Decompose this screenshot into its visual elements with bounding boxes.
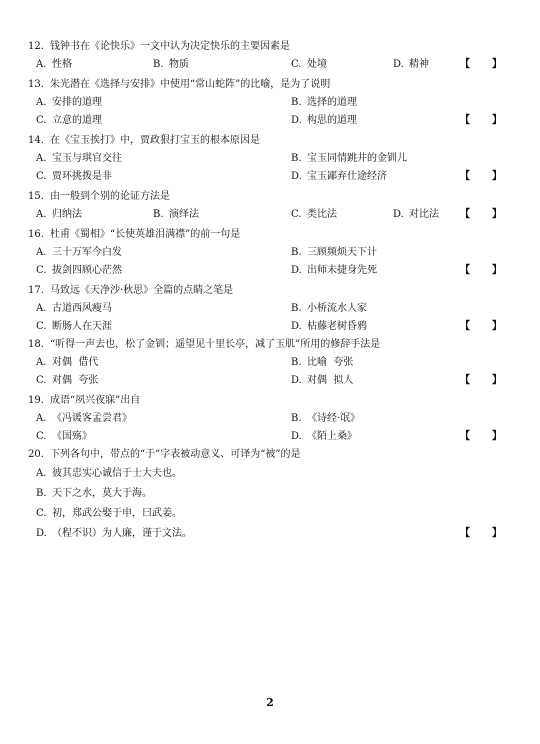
- question-19: [28, 392, 528, 446]
- question-stem: 14. 在《宝玉挨打》中，贾政狠打宝玉的根本原因是: [28, 135, 260, 146]
- option-a: A. 《冯谖客孟尝君》: [36, 413, 132, 424]
- option-c: C. 初，郑武公娶于申，曰武姜。: [36, 508, 182, 519]
- question-stem: 17. 马致远《天净沙·秋思》全篇的点睛之笔是: [28, 285, 234, 296]
- answer-bracket[interactable]: 【 】: [460, 375, 502, 386]
- option-a: A. 对偶 借代: [36, 357, 99, 368]
- answer-bracket[interactable]: 【 】: [460, 171, 502, 182]
- option-c: C. 贾环挑拨是非: [36, 171, 112, 182]
- option-b: B. 《诗经·氓》: [291, 413, 361, 424]
- option-a: A. 归纳法: [36, 209, 82, 220]
- question-stem: 18. “听得一声去也，松了金钏；遥望见十里长亭，减了玉肌”所用的修辞手法是: [28, 339, 381, 350]
- option-a: A. 彼其忠实心诚信于士大夫也。: [36, 468, 182, 479]
- option-c: C. 处境: [291, 59, 327, 70]
- option-b: B. 演绎法: [153, 209, 199, 220]
- question-stem: 20. 下列各句中，带点的“于”字表被动意义、可译为“被”的是: [28, 449, 301, 460]
- option-row: [28, 112, 528, 130]
- page-number: 2: [266, 696, 274, 709]
- question-stem: 12. 钱钟书在《论快乐》一文中认为决定快乐的主要因素是: [28, 41, 290, 52]
- option-b: B. 小桥流水人家: [291, 303, 367, 314]
- option-d: D. （程不识）为人廉，谨于文法。 【 】: [28, 524, 528, 544]
- answer-bracket[interactable]: 【 】: [460, 209, 502, 220]
- option-b: B. 比喻 夸张: [291, 357, 354, 368]
- option-b: B. 物质: [153, 59, 189, 70]
- option-row: [28, 428, 528, 446]
- answer-bracket[interactable]: 【 】: [460, 321, 502, 332]
- question-stem: 15. 由一般到个别的论证方法是: [28, 191, 170, 202]
- question-20: [28, 446, 528, 544]
- question-stem: 16. 杜甫《蜀相》“长使英雄泪满襟”的前一句是: [28, 229, 241, 240]
- option-row: [28, 372, 528, 390]
- option-a: A. 安排的道理: [36, 97, 102, 108]
- option-row: [28, 244, 528, 262]
- question-18: [28, 336, 528, 390]
- option-d: D. 出师未捷身先死: [291, 265, 377, 276]
- answer-bracket[interactable]: 【 】: [460, 431, 502, 442]
- option-b: B. 宝玉同情跳井的金钏儿: [291, 153, 407, 164]
- option-c: C. 拔剑四顾心茫然: [36, 265, 122, 276]
- option-b: B. 选择的道理: [291, 97, 357, 108]
- option-d: D. 枯藤老树昏鸦: [291, 321, 367, 332]
- option-row: [28, 300, 528, 318]
- answer-bracket[interactable]: 【 】: [460, 115, 502, 126]
- option-a: A. 性格: [36, 59, 72, 70]
- option-row: [28, 262, 528, 280]
- question-stem: 19. 成语“夙兴夜寐”出自: [28, 395, 141, 406]
- option-c: C. 对偶 夸张: [36, 375, 99, 386]
- option-row: [28, 410, 528, 428]
- question-15: [28, 188, 528, 224]
- question-13: [28, 76, 528, 130]
- question-14: [28, 132, 528, 186]
- answer-bracket[interactable]: 【 】: [460, 59, 502, 70]
- question-17: [28, 282, 528, 336]
- question-16: [28, 226, 528, 280]
- option-row: [28, 318, 528, 336]
- option-b: B. 三顾频烦天下计: [291, 247, 377, 258]
- option-b: B. 天下之水，莫大于海。: [36, 488, 152, 499]
- answer-bracket[interactable]: 【 】: [460, 528, 502, 539]
- option-c: C. 《国殇》: [36, 431, 92, 442]
- option-d: D. 对偶 拟人: [291, 375, 354, 386]
- option-row: [28, 354, 528, 372]
- option-d: D. 对比法: [393, 209, 439, 220]
- option-c: C. 立意的道理: [36, 115, 102, 126]
- option-row: [28, 150, 528, 168]
- option-row: [28, 206, 528, 224]
- question-stem: 13. 朱光潜在《选择与安排》中使用“常山蛇阵”的比喻，是为了说明: [28, 79, 331, 90]
- option-d: D. 构思的道理: [291, 115, 357, 126]
- option-c: C. 类比法: [291, 209, 337, 220]
- option-c: C. 断肠人在天涯: [36, 321, 112, 332]
- option-row: [28, 94, 528, 112]
- option-a: A. 宝玉与琪官交往: [36, 153, 122, 164]
- option-d: D. 宝玉鄙弃仕途经济: [291, 171, 387, 182]
- option-a: A. 三十万军今白发: [36, 247, 122, 258]
- option-a: A. 古道西风瘦马: [36, 303, 112, 314]
- question-12: [28, 38, 528, 74]
- option-d: D. 《陌上桑》: [291, 431, 357, 442]
- answer-bracket[interactable]: 【 】: [460, 265, 502, 276]
- option-row: [28, 56, 528, 74]
- option-d: D. 精神: [393, 59, 429, 70]
- option-row: [28, 168, 528, 186]
